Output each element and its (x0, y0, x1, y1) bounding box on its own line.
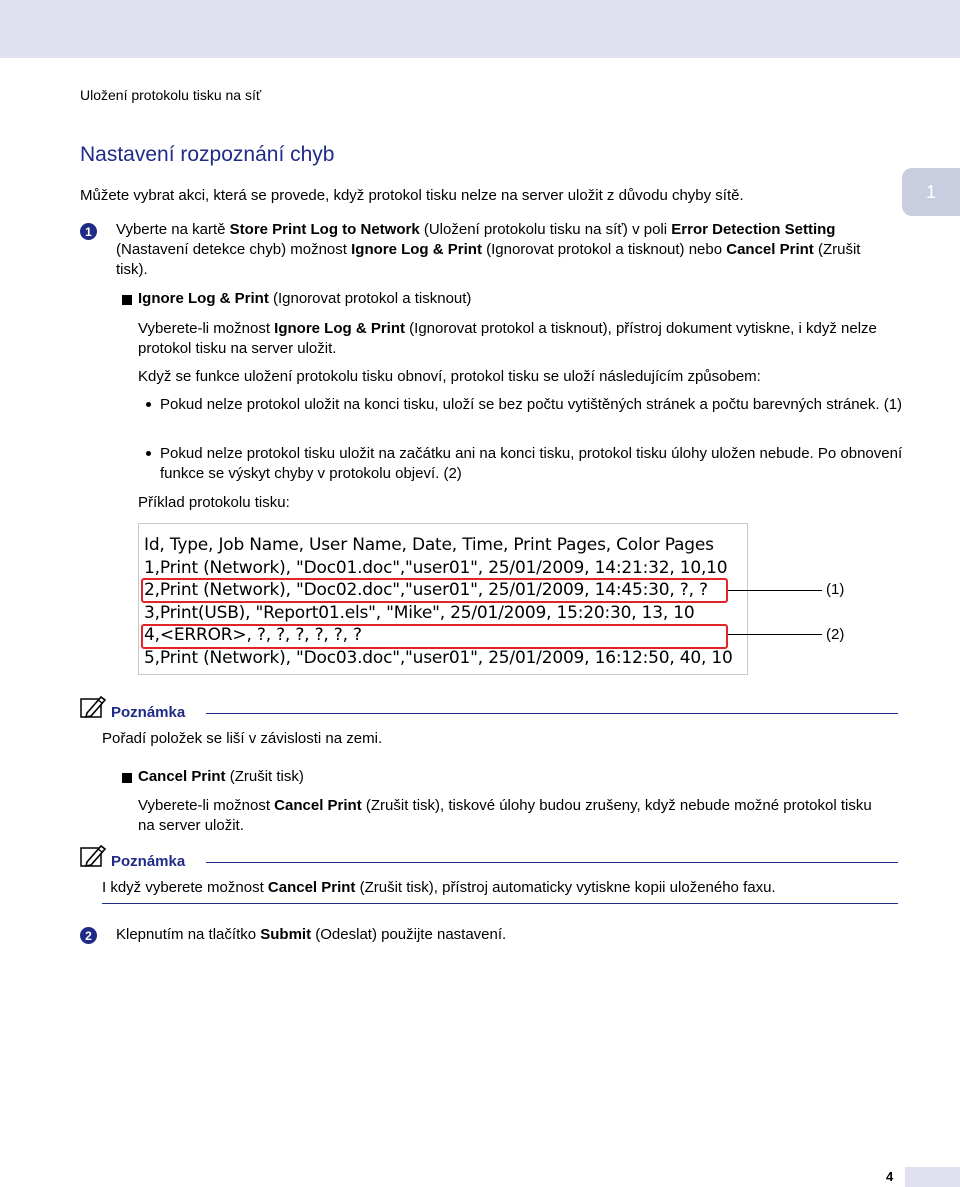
para-term: Cancel Print (274, 797, 362, 814)
note-text (102, 878, 902, 898)
step-ui-term: Store Print Log to Network (229, 221, 420, 238)
step-number-badge (80, 927, 97, 944)
step-text: Klepnutím na tlačítko (116, 926, 261, 943)
step-number: 1 (85, 224, 92, 239)
option-cancel-paragraph (138, 796, 888, 836)
step-2-text (116, 925, 506, 945)
log-line: 2,Print (Network), "Doc02.doc","user01", 25/01/2009, 14:45:30, ?, ? (144, 580, 708, 601)
log-line: 1,Print (Network), "Doc01.doc","user01", 25/01/2009, 14:21:32, 10,10 (144, 557, 728, 578)
note-pencil-icon (79, 693, 107, 721)
footer-tab (905, 1167, 960, 1187)
option-ignore-recovery: Když se funkce uložení protokolu tisku obnoví, protokol tisku se uloží následujícím způsobem: (138, 368, 761, 385)
note-text-part: (Zrušit tisk), přístroj automaticky vytiskne kopii uloženého faxu. (355, 879, 776, 896)
para-text: Vyberete-li možnost (138, 320, 275, 337)
callout-line (728, 634, 822, 635)
section-title: Nastavení rozpoznání chyb (80, 143, 335, 166)
bullet-item: Pokud nelze protokol uložit na konci tisku, uloží se bez počtu vytištěných stránek a počtu barevných stránek. (1) (160, 396, 903, 413)
note-rule-bottom (102, 903, 898, 904)
log-line: 4,<ERROR>, ?, ?, ?, ?, ?, ? (144, 625, 362, 646)
note-rule (206, 713, 898, 714)
step-text: (Zrušit tisk). (116, 241, 861, 278)
log-line: 3,Print(USB), "Report01.els", "Mike", 25/01/2009, 15:20:30, 13, 10 (144, 602, 695, 623)
callout-line (728, 590, 822, 591)
note-label: Poznámka (111, 704, 186, 721)
highlight-box-2 (141, 624, 728, 649)
callout-label: (1) (826, 581, 845, 598)
round-bullet (146, 451, 151, 456)
para-text: Vyberete-li možnost (138, 797, 275, 814)
highlight-box-1 (141, 578, 728, 603)
chapter-tab (902, 168, 960, 216)
para-term: Ignore Log & Print (274, 320, 405, 337)
step-number-badge (80, 223, 97, 240)
log-line: 5,Print (Network), "Doc03.doc","user01", 25/01/2009, 16:12:50, 40, 10 (144, 647, 733, 668)
note-text-part: I když vyberete možnost (102, 879, 268, 896)
note-text: Pořadí položek se liší v závislosti na zemi. (102, 730, 383, 747)
square-bullet (122, 295, 132, 305)
para-text: (Zrušit tisk), tiskové úlohy budou zrušeny, když nebude možné protokol tisku na server uložit. (138, 797, 872, 834)
step-ui-term: Submit (260, 926, 312, 943)
step-text: (Ignorovat protokol a tisknout) nebo (481, 241, 727, 258)
para-text: (Ignorovat protokol a tisknout), přístroj dokument vytiskne, i když nelze protokol tisku na server uložit. (138, 320, 877, 357)
step-text: (Nastavení detekce chyb) možnost (116, 241, 352, 258)
option-desc: (Ignorovat protokol a tisknout) (268, 290, 472, 307)
section-intro: Můžete vybrat akci, která se provede, když protokol tisku nelze na server uložit z důvodu chyby sítě. (80, 187, 744, 204)
note-term: Cancel Print (267, 879, 356, 896)
step-text: (Uložení protokolu tisku na síť) v poli (419, 221, 672, 238)
step-1-text (116, 220, 896, 280)
option-cancel-heading (138, 767, 304, 787)
option-term: Cancel Print (138, 768, 226, 785)
step-ui-term: Error Detection Setting (671, 221, 836, 238)
header-band (0, 0, 960, 58)
chapter-number: 1 (925, 181, 936, 202)
step-ui-term: Cancel Print (726, 241, 814, 258)
callout-label: (2) (826, 626, 845, 643)
step-number: 2 (85, 928, 92, 943)
note-rule (206, 862, 898, 863)
running-title: Uložení protokolu tisku na síť (80, 87, 262, 103)
note-pencil-icon (79, 842, 107, 870)
page-number: 4 (886, 1169, 894, 1184)
step-text: Vyberte na kartě (116, 221, 230, 238)
bullet-item: Pokud nelze protokol tisku uložit na začátku ani na konci tisku, protokol tisku úlohy uložen nebude. Po obnovení funkce se výskyt chyby v protokolu objeví. (2) (160, 445, 903, 482)
step-ui-term: Ignore Log & Print (351, 241, 482, 258)
option-term: Ignore Log & Print (138, 290, 269, 307)
round-bullet (146, 402, 151, 407)
step-text: (Odeslat) použijte nastavení. (311, 926, 507, 943)
log-line: Id, Type, Job Name, User Name, Date, Time, Print Pages, Color Pages (144, 535, 714, 555)
square-bullet (122, 773, 132, 783)
option-ignore-paragraph (138, 319, 903, 359)
option-desc: (Zrušit tisk) (225, 768, 304, 785)
example-label: Příklad protokolu tisku: (138, 494, 290, 511)
note-label: Poznámka (111, 853, 186, 870)
option-ignore-heading (138, 289, 471, 309)
